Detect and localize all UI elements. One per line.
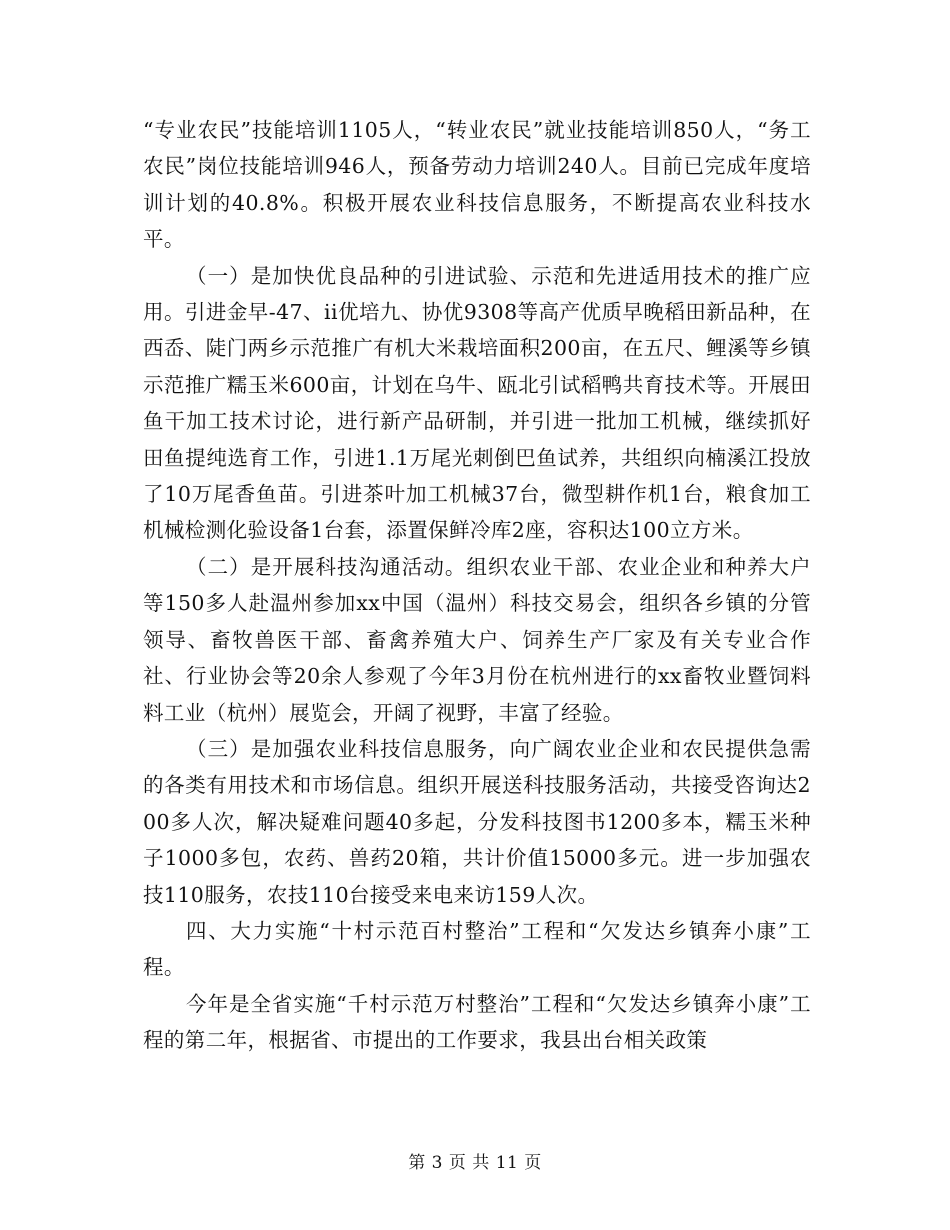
section-heading-4: 四、大力实施“十村示范百村整治”工程和“欠发达乡镇奔小康”工程。	[143, 918, 811, 980]
paragraph-5: 今年是全省实施“千村示范万村整治”工程和“欠发达乡镇奔小康”工程的第二年，根据省、市提出的工作要求，我县出台相关政策	[143, 991, 811, 1053]
page-footer: 第 3 页 共 11 页	[408, 1153, 542, 1173]
document-body	[143, 112, 811, 1059]
paragraph-2: （一）是加快优良品种的引进试验、示范和先进适用技术的推广应用。引进金早-47、ii优培九、协优9308等高产优质早晚稻田新品种，在西岙、陡门两乡示范推广有机大米栽培面积200亩，在五尺、鲤溪等乡镇示范推广糯玉米600亩，计划在乌牛、瓯北引试稻鸭共育技术等。开展田鱼干加工技术讨论，进行新产品研制，并引进一批加工机械，继续抓好田鱼提纯选育工作，引进1.1万尾光刺倒巴鱼试养，共组织向楠溪江投放了10万尾香鱼苗。引进茶叶加工机械37台，微型耕作机1台，粮食加工机械检测化验设备1台套，添置保鲜冷库2座，容积达100立方米。	[143, 263, 811, 543]
paragraph-1: “专业农民”技能培训1105人，“转业农民”就业技能培训850人，“务工农民”岗位技能培训946人，预备劳动力培训240人。目前已完成年度培训计划的40.8%。积极开展农业科技信息服务，不断提高农业科技水平。	[143, 118, 811, 252]
paragraph-3: （二）是开展科技沟通活动。组织农业干部、农业企业和种养大户等150多人赴温州参加xx中国（温州）科技交易会，组织各乡镇的分管领导、畜牧兽医干部、畜禽养殖大户、饲养生产厂家及有关专业合作社、行业协会等20余人参观了今年3月份在杭州进行的xx畜牧业暨饲料料工业（杭州）展览会，开阔了视野，丰富了经验。	[143, 554, 811, 725]
paragraph-4: （三）是加强农业科技信息服务，向广阔农业企业和农民提供急需的各类有用技术和市场信息。组织开展送科技服务活动，共接受咨询达200多人次，解决疑难问题40多起，分发科技图书1200多本，糯玉米种子1000多包，农药、兽药20箱，共计价值15000多元。进一步加强农技110服务，农技110台接受来电来访159人次。	[143, 736, 811, 907]
